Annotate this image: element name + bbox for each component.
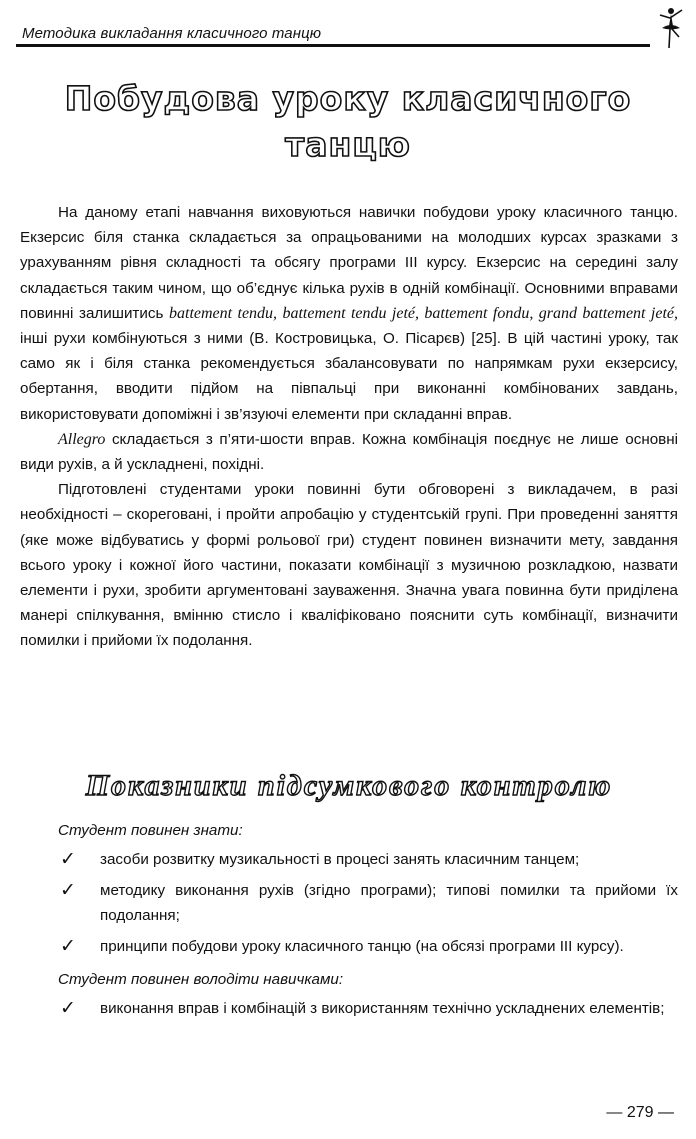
know-label: Студент повинен знати: [58,822,243,839]
ballerina-icon [652,6,686,50]
paragraph-1-part-b: інші рухи комбінуються з ними (В. Костровицька, О. Пісарєв) [25]. В цій частині уроку, так само як і біля станка рекомендується збалансовувати по напрямкам рухи екзерсису, обертання, вводити підйом на півпальці при виконанні комбінованих завдань, використовувати допоміжні і зв’язуючі елементи при складанні вправ. [20,330,678,423]
list-item-text: принципи побудови уроку класичного танцю (на обсязі програми ІІІ курсу). [100,938,624,955]
paragraph-2 [20,427,678,477]
paragraph-3: Підготовлені студентами уроки повинні бути обговорені з викладачем, в разі необхідності – скореговані, і пройти апробацію у студентській групі. При проведенні заняття (яке може відбуватись у формі рольової гри) студент повинен визначити мету, завдання всього уроку і кожної його частини, показати комбінації з музичною розкладкою, назвати елементи і рухи, зробити аргументовані зауваження. Значна увага повинна бути приділена манері спілкування, вмінню стисло і кваліфіковано пояснити суть комбінації, визначити помилки і прийоми їх подолання. [20,481,678,650]
checkmark-icon: ✓ [60,879,76,901]
paragraph-2-term: Allegro [58,430,106,448]
title-line-1: Побудова уроку класичного [64,79,632,118]
list-item [20,878,678,928]
list-item [20,996,678,1021]
paragraph-2-text: складається з п’яти-шости вправ. Кожна комбінація поєднує не лише основні види рухів, а й ускладнені, похідні. [20,430,678,474]
know-list [20,847,678,959]
paragraph-1-part-a: На даному етапі навчання виховуються навички побудови уроку класичного танцю. Екзерсис біля станка складається за опрацьованими на молодших курсах зразками з урахуванням рівня складності та обсягу програми ІІІ курсу. Екзерсис на середині залу складається таким чином, що об’єднує кілька рухів в одній комбінації. Основними вправами повинні залишитись [20,204,678,322]
list-item-text: виконання вправ і комбінацій з використанням технічно ускладнених елементів; [100,1000,665,1017]
running-header [16,16,650,47]
list-item [20,934,678,959]
checkmark-icon: ✓ [60,935,76,957]
paragraph-1 [20,200,678,427]
skills-list [20,996,678,1021]
list-item [20,847,678,872]
page-number: — 279 — [606,1104,674,1121]
paragraph-1-terms: battement tendu, battement tendu jeté, battement fondu, grand battement jeté, [169,304,678,322]
page-title [40,76,656,168]
competencies [20,818,678,1029]
list-item-text: засоби розвитку музикальності в процесі занять класичним танцем; [100,851,580,868]
checkmark-icon: ✓ [60,997,76,1019]
checkmark-icon: ✓ [60,848,76,870]
list-item-text: методику виконання рухів (згідно програми); типові помилки та прийоми їх подолання; [100,882,678,924]
running-title: Методика викладання класичного танцю [22,25,322,42]
body-text [20,200,678,654]
title-line-2: танцю [285,125,411,164]
section-heading: Показники підсумкового контролю [85,769,613,802]
skills-label: Студент повинен володіти навичками: [58,971,344,988]
